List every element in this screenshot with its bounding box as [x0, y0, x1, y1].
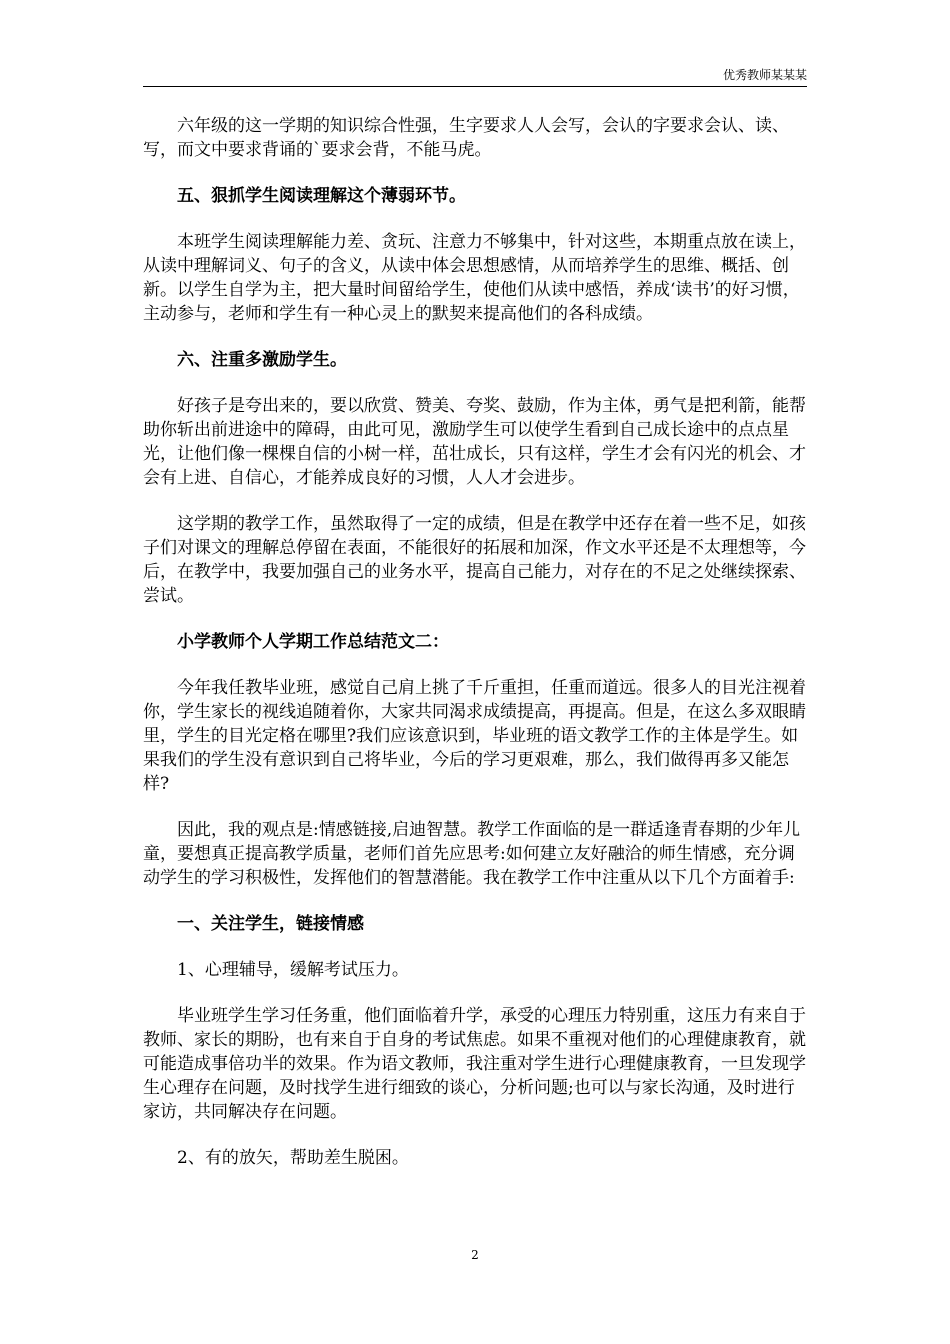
list-item: 1、心理辅导，缓解考试压力。	[177, 960, 409, 980]
paragraph: 今年我任教毕业班，感觉自己肩上挑了千斤重担，任重而道远。很多人的目光注视着你，学生家长的视线追随着你，大家共同渴求成绩提高，再提高。但是，在这么多双眼睛里，学生的目光定格在哪里?我们应该意识到，毕业班的语文教学工作的主体是学生。如果我们的学生没有意识到自己将毕业，今后的学习更艰难，那么，我们做得再多又能怎样?	[143, 678, 806, 794]
page-header: 优秀教师某某某	[722, 68, 807, 82]
section-heading: 五、狠抓学生阅读理解这个薄弱环节。	[177, 186, 466, 206]
header-rule	[143, 86, 807, 87]
paragraph: 六年级的这一学期的知识综合性强，生字要求人人会写，会认的字要求会认、读、写，而文中要求背诵的`要求会背，不能马虎。	[143, 116, 789, 160]
list-item: 2、有的放矢，帮助差生脱困。	[177, 1148, 409, 1168]
paragraph: 这学期的教学工作，虽然取得了一定的成绩，但是在教学中还存在着一些不足，如孩子们对课文的理解总停留在表面，不能很好的拓展和加深，作文水平还是不太理想等，今后，在教学中，我要加强自己的业务水平，提高自己能力，对存在的不足之处继续探索、尝试。	[143, 514, 806, 606]
paragraph: 好孩子是夸出来的，要以欣赏、赞美、夸奖、鼓励，作为主体，勇气是把利箭，能帮助你斩出前进途中的障碍，由此可见，激励学生可以使学生看到自己成长途中的点点星光，让他们像一棵棵自信的小树一样，茁壮成长，只有这样，学生才会有闪光的机会、才会有上进、自信心，才能养成良好的习惯，人人才会进步。	[143, 396, 806, 488]
document-body	[143, 114, 807, 1170]
section-heading: 六、注重多激励学生。	[177, 350, 347, 370]
page-number: 2	[471, 1248, 479, 1262]
paragraph: 毕业班学生学习任务重，他们面临着升学，承受的心理压力特别重，这压力有来自于教师、家长的期盼，也有来自于自身的考试焦虑。如果不重视对他们的心理健康教育，就可能造成事倍功半的效果。作为语文教师，我注重对学生进行心理健康教育，一旦发现学生心理存在问题，及时找学生进行细致的谈心，分析问题;也可以与家长沟通，及时进行家访，共同解决存在问题。	[143, 1006, 806, 1122]
section-heading: 一、关注学生，链接情感	[177, 914, 364, 934]
paragraph: 因此，我的观点是:情感链接,启迪智慧。教学工作面临的是一群适逢青春期的少年儿童，要想真正提高教学质量，老师们首先应思考:如何建立友好融洽的师生情感，充分调动学生的学习积极性，发挥他们的智慧潜能。我在教学工作中注重从以下几个方面着手:	[143, 820, 801, 888]
section-heading: 小学教师个人学期工作总结范文二：	[177, 632, 449, 652]
paragraph: 本班学生阅读理解能力差、贪玩、注意力不够集中，针对这些，本期重点放在读上，从读中理解词义、句子的含义，从读中体会思想感情，从而培养学生的思维、概括、创新。以学生自学为主，把大量时间留给学生，使他们从读中感悟，养成‘读书’的好习惯，主动参与，老师和学生有一种心灵上的默契来提高他们的各科成绩。	[143, 232, 806, 324]
